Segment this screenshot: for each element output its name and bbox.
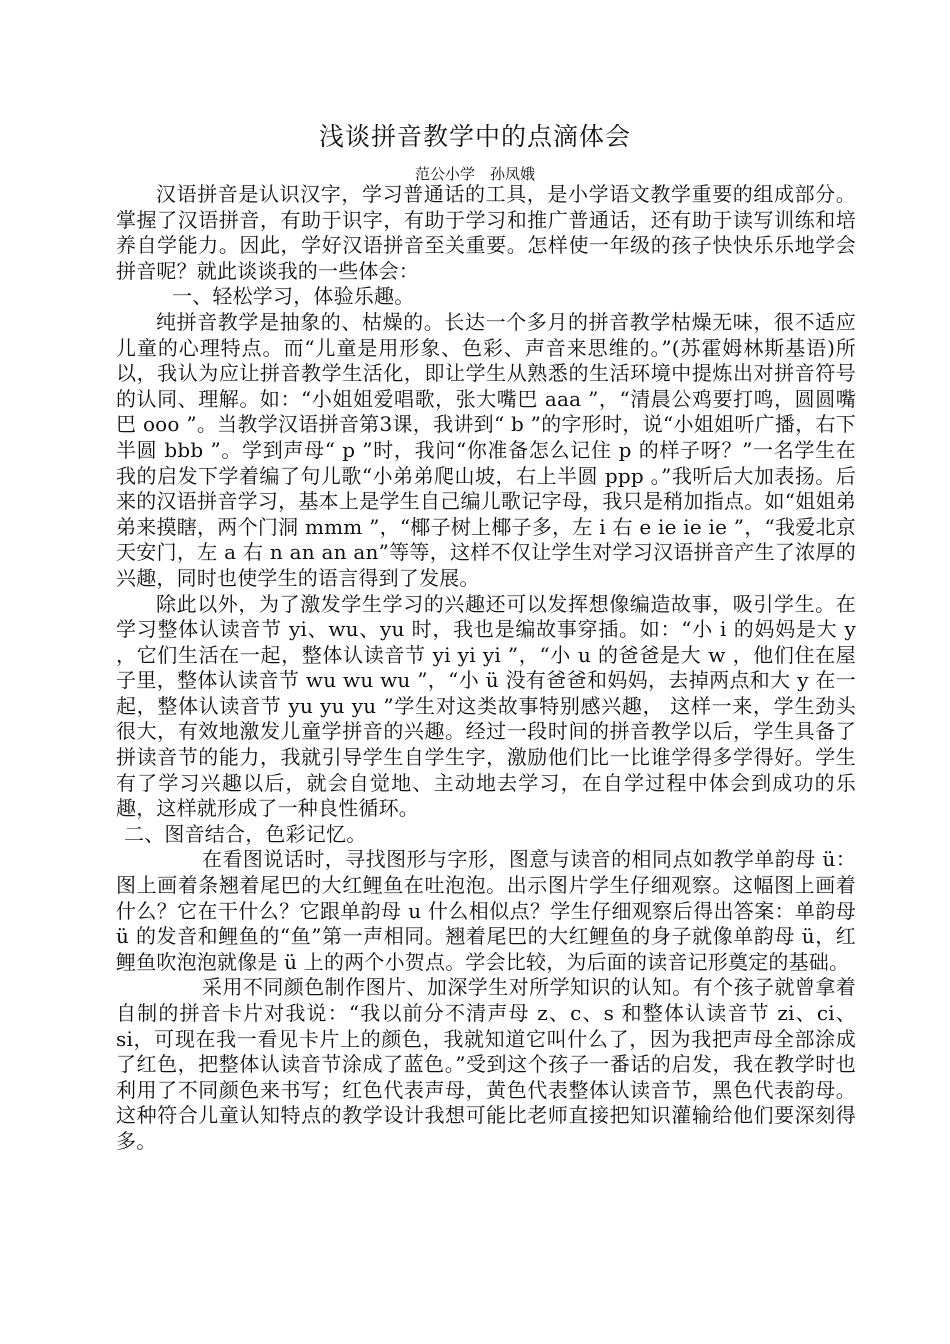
section-heading-1: 一、轻松学习，体验乐趣。 bbox=[172, 284, 415, 309]
document-body bbox=[116, 182, 856, 1155]
document-title: 浅谈拼音教学中的点滴体会 bbox=[318, 122, 631, 151]
paragraph-1: 纯拼音教学是抽象的、枯燥的。长达一个多月的拼音教学枯燥无味，很不适应儿童的心理特点。而“儿童是用形象、色彩、声音来思维的。”(苏霍姆林斯基语)所以，我认为应让拼音教学生活化，即让学生从熟悉的生活环境中提炼出对拼音符号的认同、理解。如：“小姐姐爱唱歌，张大嘴巴 aaa ”，“清晨公鸡要打鸣，圆圆嘴巴 ooo ”。当教学汉语拼音第3课，我讲到“ b ”的字形时，说“小姐姐听广播，右下半圆 bbb ”。学到声母“ p ”时，我问“你准备怎么记住 p 的样子呀？”一名学生在我的启发下学着编了句儿歌“小弟弟爬山坡，右上半圆 ppp 。”我听后大加表扬。后来的汉语拼音学习，基本上是学生自己编儿歌记字母，我只是稍加指点。如“姐姐弟弟来摸瞎，两个门洞 mmm ”，“椰子树上椰子多，左 i 右 e ie ie ie ”，“我爱北京天安门，左 a 右 n an an an”等等，这样不仅让学生对学习汉语拼音产生了浓厚的兴趣，同时也使学生的语言得到了发展。 bbox=[116, 309, 856, 590]
paragraph-3: 在看图说话时，寻找图形与字形，图意与读音的相同点如教学单韵母 ü：图上画着条翘着尾巴的大红鲤鱼在吐泡泡。出示图片学生仔细观察。这幅图上画着什么？它在干什么？它跟单韵母 u 什么相似点？学生仔细观察后得出答案：单韵母 ü 的发音和鲤鱼的“鱼”第一声相同。翘着尾巴的大红鲤鱼的身子就像单韵母 ü，红鲤鱼吹泡泡就像是 ü 上的两个小贺点。学会比较，为后面的读音记形奠定的基础。 bbox=[116, 847, 856, 974]
section-heading-2: 二、图音结合，色彩记忆。 bbox=[124, 821, 367, 846]
paragraph-2: 除此以外，为了激发学生学习的兴趣还可以发挥想像编造故事，吸引学生。在学习整体认读音节 yi、wu、yu 时，我也是编故事穿插。如：“小 i 的妈妈是大 y ，它们生活在一起，整体认读音节 yi yi yi ”，“小 u 的爸爸是大 w ，他们住在屋子里，整体认读音节 wu wu wu ”，“小 ü 没有爸爸和妈妈，去掉两点和大 y 在一起，整体认读音节 yu yu yu ”学生对这类故事特别感兴趣， 这样一来，学生劲头很大，有效地激发儿童学拼音的兴趣。经过一段时间的拼音教学以后，学生具备了拼读音节的能力，我就引导学生自学生字，激励他们比一比谁学得多学得好。学生有了学习兴趣以后，就会自觉地、主动地去学习，在自学过程中体会到成功的乐趣，这样就形成了一种良性循环。 bbox=[116, 591, 856, 821]
paragraph-intro: 汉语拼音是认识汉字，学习普通话的工具，是小学语文教学重要的组成部分。掌握了汉语拼音，有助于识字，有助于学习和推广普通话，还有助于读写训练和培养自学能力。因此，学好汉语拼音至关重要。怎样使一年级的孩子快快乐乐地学会拼音呢？就此谈谈我的一些体会： bbox=[116, 182, 856, 283]
author-line: 范公小学 孙凤娥 bbox=[414, 165, 535, 183]
paragraph-4: 采用不同颜色制作图片、加深学生对所学知识的认知。有个孩子就曾拿着自制的拼音卡片对我说：“我以前分不清声母 z、c、s 和整体认读音节 zi、ci、si，可现在我一看见卡片上的颜色，我就知道它叫什么了，因为我把声母全部涂成了红色，把整体认读音节涂成了蓝色。”受到这个孩子一番话的启发，我在教学时也利用了不同颜色来书写；红色代表声母，黄色代表整体认读音节，黑色代表韵母。这种符合儿童认知特点的教学设计我想可能比老师直接把知识灌输给他们要深刻得多。 bbox=[116, 975, 856, 1153]
